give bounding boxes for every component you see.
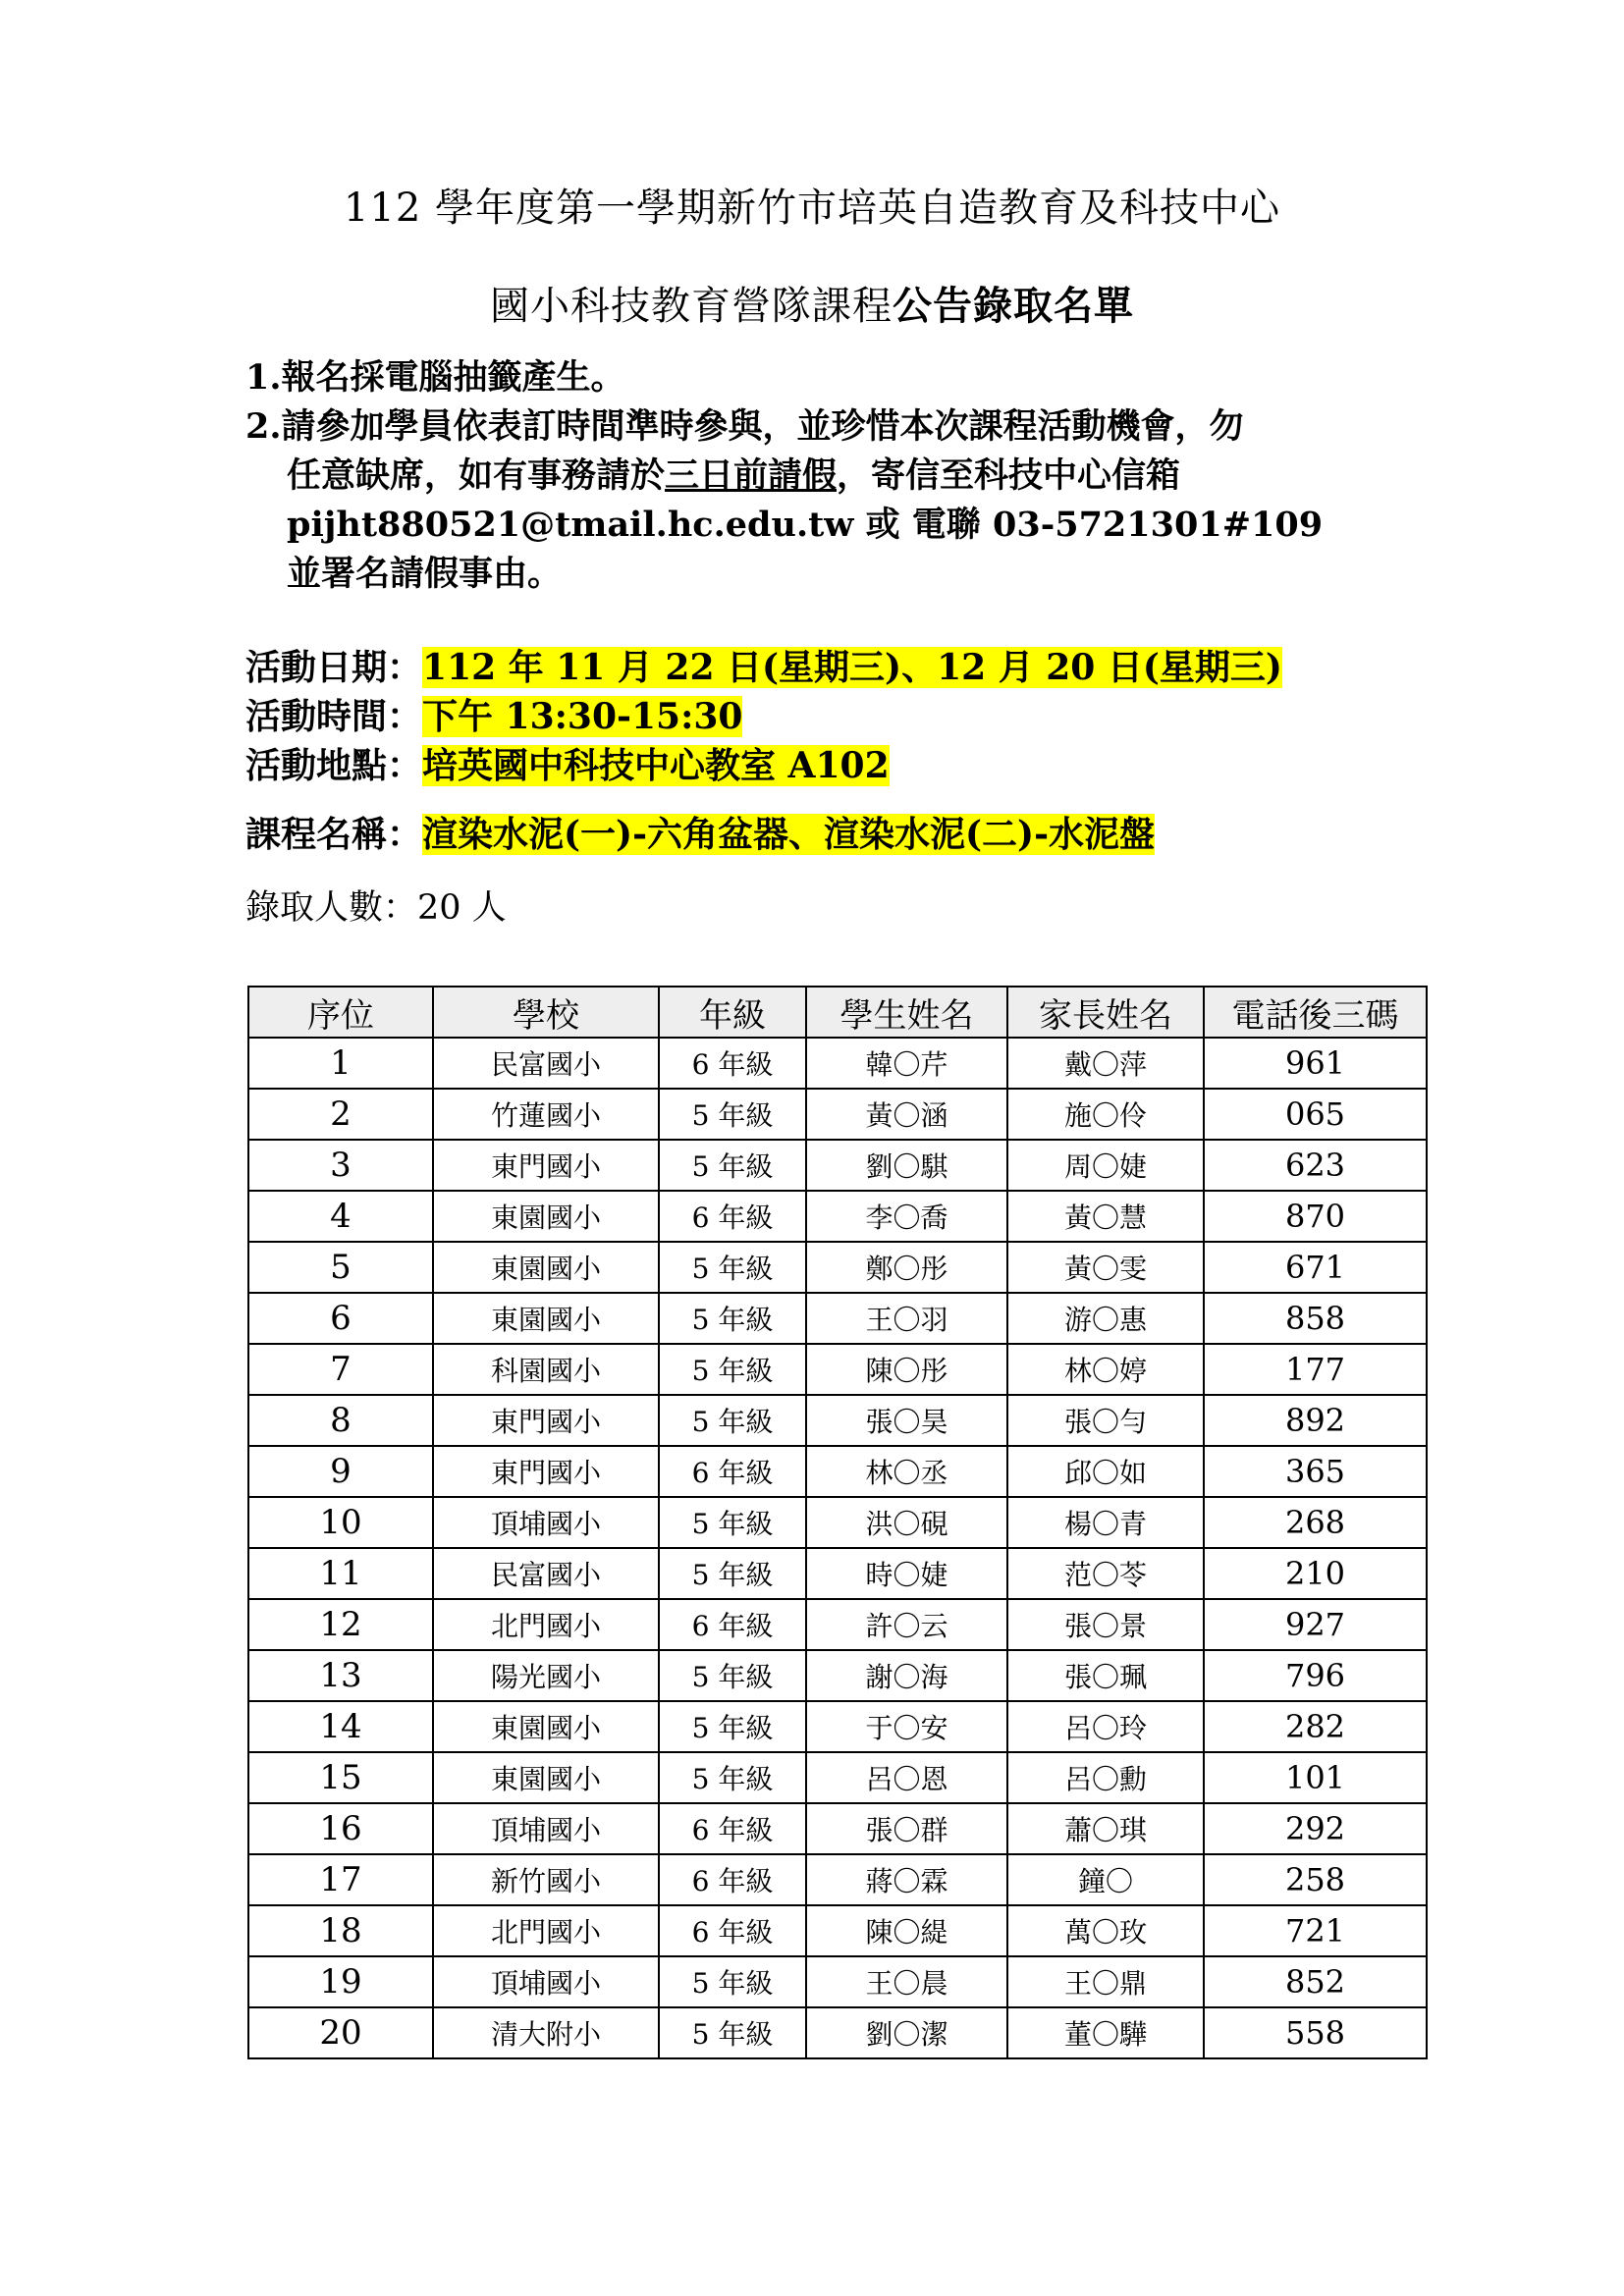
student-name-cell: 劉〇潔 bbox=[806, 2007, 1007, 2058]
phone-suffix-cell: 870 bbox=[1204, 1191, 1427, 1242]
parent-name-cell: 鐘〇 bbox=[1007, 1854, 1204, 1905]
rank-cell: 19 bbox=[248, 1956, 433, 2007]
rank-cell: 4 bbox=[248, 1191, 433, 1242]
school-cell: 東園國小 bbox=[433, 1293, 659, 1344]
notice-item-2-line-2 bbox=[245, 452, 1424, 501]
rank-cell: 11 bbox=[248, 1548, 433, 1599]
activity-time bbox=[245, 692, 1424, 741]
phone-suffix-cell: 721 bbox=[1204, 1905, 1427, 1956]
student-name-cell: 蔣〇霖 bbox=[806, 1854, 1007, 1905]
rank-cell: 9 bbox=[248, 1446, 433, 1497]
admission-count: 錄取人數：20 人 bbox=[245, 888, 507, 928]
notice-text: 任意缺席，如有事務請於 bbox=[287, 455, 666, 496]
notice-text: ，寄信至科技中心信箱 bbox=[837, 455, 1181, 496]
activity-place-value: 培英國中科技中心教室 A102 bbox=[422, 745, 890, 786]
grade-cell: 5 年級 bbox=[659, 1701, 806, 1752]
table-row bbox=[248, 1956, 1427, 2007]
student-name-cell: 鄭〇彤 bbox=[806, 1242, 1007, 1293]
rank-cell: 8 bbox=[248, 1395, 433, 1446]
school-cell: 東園國小 bbox=[433, 1242, 659, 1293]
school-cell: 陽光國小 bbox=[433, 1650, 659, 1701]
school-cell: 東門國小 bbox=[433, 1395, 659, 1446]
school-cell: 北門國小 bbox=[433, 1905, 659, 1956]
parent-name-cell: 游〇惠 bbox=[1007, 1293, 1204, 1344]
table-row bbox=[248, 1293, 1427, 1344]
table-row bbox=[248, 1752, 1427, 1803]
table-row bbox=[248, 1089, 1427, 1140]
notice-item-1: 1.報名採電腦抽籤產生。 bbox=[245, 357, 625, 398]
phone-suffix-cell: 268 bbox=[1204, 1497, 1427, 1548]
table-row bbox=[248, 1140, 1427, 1191]
parent-name-cell: 邱〇如 bbox=[1007, 1446, 1204, 1497]
course-name-label: 課程名稱： bbox=[245, 814, 423, 855]
activity-place-label: 活動地點： bbox=[245, 745, 423, 786]
grade-cell: 5 年級 bbox=[659, 1497, 806, 1548]
activity-date-label: 活動日期： bbox=[245, 647, 423, 688]
parent-name-cell: 呂〇勳 bbox=[1007, 1752, 1204, 1803]
grade-cell: 6 年級 bbox=[659, 1446, 806, 1497]
phone-suffix-cell: 623 bbox=[1204, 1140, 1427, 1191]
table-row bbox=[248, 1344, 1427, 1395]
parent-name-cell: 周〇婕 bbox=[1007, 1140, 1204, 1191]
admission-table bbox=[247, 986, 1428, 2059]
table-row bbox=[248, 1548, 1427, 1599]
table-row bbox=[248, 1395, 1427, 1446]
rank-cell: 12 bbox=[248, 1599, 433, 1650]
rank-cell: 18 bbox=[248, 1905, 433, 1956]
grade-cell: 5 年級 bbox=[659, 1548, 806, 1599]
rank-cell: 2 bbox=[248, 1089, 433, 1140]
rank-cell: 14 bbox=[248, 1701, 433, 1752]
student-name-cell: 黃〇涵 bbox=[806, 1089, 1007, 1140]
phone-suffix-cell: 671 bbox=[1204, 1242, 1427, 1293]
parent-name-cell: 董〇驊 bbox=[1007, 2007, 1204, 2058]
student-name-cell: 李〇喬 bbox=[806, 1191, 1007, 1242]
school-cell: 竹蓮國小 bbox=[433, 1089, 659, 1140]
phone-suffix-cell: 892 bbox=[1204, 1395, 1427, 1446]
activity-date-value: 112 年 11 月 22 日(星期三)、12 月 20 日(星期三) bbox=[422, 647, 1282, 688]
phone-suffix-cell: 292 bbox=[1204, 1803, 1427, 1854]
activity-time-value: 下午 13:30-15:30 bbox=[422, 696, 743, 737]
rank-cell: 1 bbox=[248, 1038, 433, 1089]
table-row bbox=[248, 1599, 1427, 1650]
parent-name-cell: 黃〇慧 bbox=[1007, 1191, 1204, 1242]
rank-cell: 13 bbox=[248, 1650, 433, 1701]
grade-cell: 6 年級 bbox=[659, 1599, 806, 1650]
student-name-cell: 王〇晨 bbox=[806, 1956, 1007, 2007]
grade-cell: 6 年級 bbox=[659, 1854, 806, 1905]
table-row bbox=[248, 1701, 1427, 1752]
rank-cell: 17 bbox=[248, 1854, 433, 1905]
student-name-cell: 謝〇海 bbox=[806, 1650, 1007, 1701]
student-name-cell: 韓〇芹 bbox=[806, 1038, 1007, 1089]
phone-suffix-cell: 852 bbox=[1204, 1956, 1427, 2007]
grade-cell: 5 年級 bbox=[659, 1089, 806, 1140]
grade-cell: 5 年級 bbox=[659, 1344, 806, 1395]
column-header: 學校 bbox=[433, 987, 659, 1038]
student-name-cell: 張〇群 bbox=[806, 1803, 1007, 1854]
phone-suffix-cell: 558 bbox=[1204, 2007, 1427, 2058]
phone-suffix-cell: 065 bbox=[1204, 1089, 1427, 1140]
phone-suffix-cell: 177 bbox=[1204, 1344, 1427, 1395]
grade-cell: 6 年級 bbox=[659, 1905, 806, 1956]
student-name-cell: 陳〇緹 bbox=[806, 1905, 1007, 1956]
course-name-value: 渲染水泥(一)-六角盆器、渲染水泥(二)-水泥盤 bbox=[422, 814, 1156, 855]
phone-suffix-cell: 365 bbox=[1204, 1446, 1427, 1497]
student-name-cell: 王〇羽 bbox=[806, 1293, 1007, 1344]
school-cell: 頂埔國小 bbox=[433, 1803, 659, 1854]
grade-cell: 6 年級 bbox=[659, 1038, 806, 1089]
school-cell: 東門國小 bbox=[433, 1140, 659, 1191]
parent-name-cell: 張〇勻 bbox=[1007, 1395, 1204, 1446]
school-cell: 頂埔國小 bbox=[433, 1497, 659, 1548]
phone-suffix-cell: 796 bbox=[1204, 1650, 1427, 1701]
school-cell: 頂埔國小 bbox=[433, 1956, 659, 2007]
rank-cell: 10 bbox=[248, 1497, 433, 1548]
student-name-cell: 張〇昊 bbox=[806, 1395, 1007, 1446]
grade-cell: 6 年級 bbox=[659, 1803, 806, 1854]
school-cell: 北門國小 bbox=[433, 1599, 659, 1650]
parent-name-cell: 楊〇青 bbox=[1007, 1497, 1204, 1548]
phone-suffix-cell: 961 bbox=[1204, 1038, 1427, 1089]
column-header: 序位 bbox=[248, 987, 433, 1038]
parent-name-cell: 張〇景 bbox=[1007, 1599, 1204, 1650]
school-cell: 科園國小 bbox=[433, 1344, 659, 1395]
subtitle-bold: 公告錄取名單 bbox=[893, 283, 1134, 329]
grade-cell: 5 年級 bbox=[659, 1293, 806, 1344]
column-header: 電話後三碼 bbox=[1204, 987, 1427, 1038]
document-title: 112 學年度第一學期新竹市培英自造教育及科技中心 bbox=[343, 186, 1281, 231]
notice-list bbox=[245, 353, 1424, 599]
column-header: 年級 bbox=[659, 987, 806, 1038]
parent-name-cell: 張〇珮 bbox=[1007, 1650, 1204, 1701]
notice-item-2-line-4: 並署名請假事由。 bbox=[287, 554, 563, 594]
rank-cell: 3 bbox=[248, 1140, 433, 1191]
activity-date bbox=[245, 643, 1424, 692]
student-name-cell: 時〇婕 bbox=[806, 1548, 1007, 1599]
parent-name-cell: 范〇苓 bbox=[1007, 1548, 1204, 1599]
grade-cell: 6 年級 bbox=[659, 1191, 806, 1242]
school-cell: 清大附小 bbox=[433, 2007, 659, 2058]
school-cell: 東園國小 bbox=[433, 1191, 659, 1242]
table-row bbox=[248, 2007, 1427, 2058]
phone-suffix-cell: 282 bbox=[1204, 1701, 1427, 1752]
parent-name-cell: 王〇鼎 bbox=[1007, 1956, 1204, 2007]
school-cell: 民富國小 bbox=[433, 1038, 659, 1089]
activity-place bbox=[245, 741, 1424, 790]
grade-cell: 5 年級 bbox=[659, 1956, 806, 2007]
rank-cell: 5 bbox=[248, 1242, 433, 1293]
table-row bbox=[248, 1191, 1427, 1242]
parent-name-cell: 戴〇萍 bbox=[1007, 1038, 1204, 1089]
school-cell: 東園國小 bbox=[433, 1752, 659, 1803]
rank-cell: 6 bbox=[248, 1293, 433, 1344]
subtitle-plain: 國小科技教育營隊課程 bbox=[490, 284, 893, 329]
student-name-cell: 林〇丞 bbox=[806, 1446, 1007, 1497]
table-row bbox=[248, 1803, 1427, 1854]
table-row bbox=[248, 1497, 1427, 1548]
school-cell: 東園國小 bbox=[433, 1701, 659, 1752]
parent-name-cell: 黃〇雯 bbox=[1007, 1242, 1204, 1293]
student-name-cell: 許〇云 bbox=[806, 1599, 1007, 1650]
phone-suffix-cell: 101 bbox=[1204, 1752, 1427, 1803]
student-name-cell: 劉〇騏 bbox=[806, 1140, 1007, 1191]
student-name-cell: 陳〇彤 bbox=[806, 1344, 1007, 1395]
table-row bbox=[248, 1650, 1427, 1701]
school-cell: 新竹國小 bbox=[433, 1854, 659, 1905]
phone-suffix-cell: 858 bbox=[1204, 1293, 1427, 1344]
phone-suffix-cell: 258 bbox=[1204, 1854, 1427, 1905]
student-name-cell: 于〇安 bbox=[806, 1701, 1007, 1752]
notice-item-2-line-1: 2.請參加學員依表訂時間準時參與，並珍惜本次課程活動機會，勿 bbox=[245, 406, 1244, 447]
grade-cell: 5 年級 bbox=[659, 1395, 806, 1446]
table-body bbox=[248, 1038, 1427, 2058]
parent-name-cell: 蕭〇琪 bbox=[1007, 1803, 1204, 1854]
grade-cell: 5 年級 bbox=[659, 1242, 806, 1293]
phone-suffix-cell: 927 bbox=[1204, 1599, 1427, 1650]
rank-cell: 20 bbox=[248, 2007, 433, 2058]
leave-deadline-text: 三日前請假 bbox=[665, 455, 838, 496]
school-cell: 民富國小 bbox=[433, 1548, 659, 1599]
document-subtitle bbox=[0, 275, 1624, 331]
rank-cell: 16 bbox=[248, 1803, 433, 1854]
table-row bbox=[248, 1905, 1427, 1956]
column-header: 學生姓名 bbox=[806, 987, 1007, 1038]
phone-suffix-cell: 210 bbox=[1204, 1548, 1427, 1599]
table-row bbox=[248, 1038, 1427, 1089]
school-cell: 東門國小 bbox=[433, 1446, 659, 1497]
rank-cell: 15 bbox=[248, 1752, 433, 1803]
table-row bbox=[248, 1242, 1427, 1293]
student-name-cell: 呂〇恩 bbox=[806, 1752, 1007, 1803]
parent-name-cell: 施〇伶 bbox=[1007, 1089, 1204, 1140]
grade-cell: 5 年級 bbox=[659, 1752, 806, 1803]
grade-cell: 5 年級 bbox=[659, 1140, 806, 1191]
course-name bbox=[245, 810, 1424, 859]
contact-line: pijht880521@tmail.hc.edu.tw 或 電聯 03-5721301#109 bbox=[287, 505, 1324, 545]
rank-cell: 7 bbox=[248, 1344, 433, 1395]
student-name-cell: 洪〇硯 bbox=[806, 1497, 1007, 1548]
activity-time-label: 活動時間： bbox=[245, 696, 423, 737]
table-header-row bbox=[248, 987, 1427, 1038]
parent-name-cell: 萬〇玫 bbox=[1007, 1905, 1204, 1956]
table-row bbox=[248, 1854, 1427, 1905]
grade-cell: 5 年級 bbox=[659, 1650, 806, 1701]
grade-cell: 5 年級 bbox=[659, 2007, 806, 2058]
table-row bbox=[248, 1446, 1427, 1497]
parent-name-cell: 林〇婷 bbox=[1007, 1344, 1204, 1395]
column-header: 家長姓名 bbox=[1007, 987, 1204, 1038]
parent-name-cell: 呂〇玲 bbox=[1007, 1701, 1204, 1752]
